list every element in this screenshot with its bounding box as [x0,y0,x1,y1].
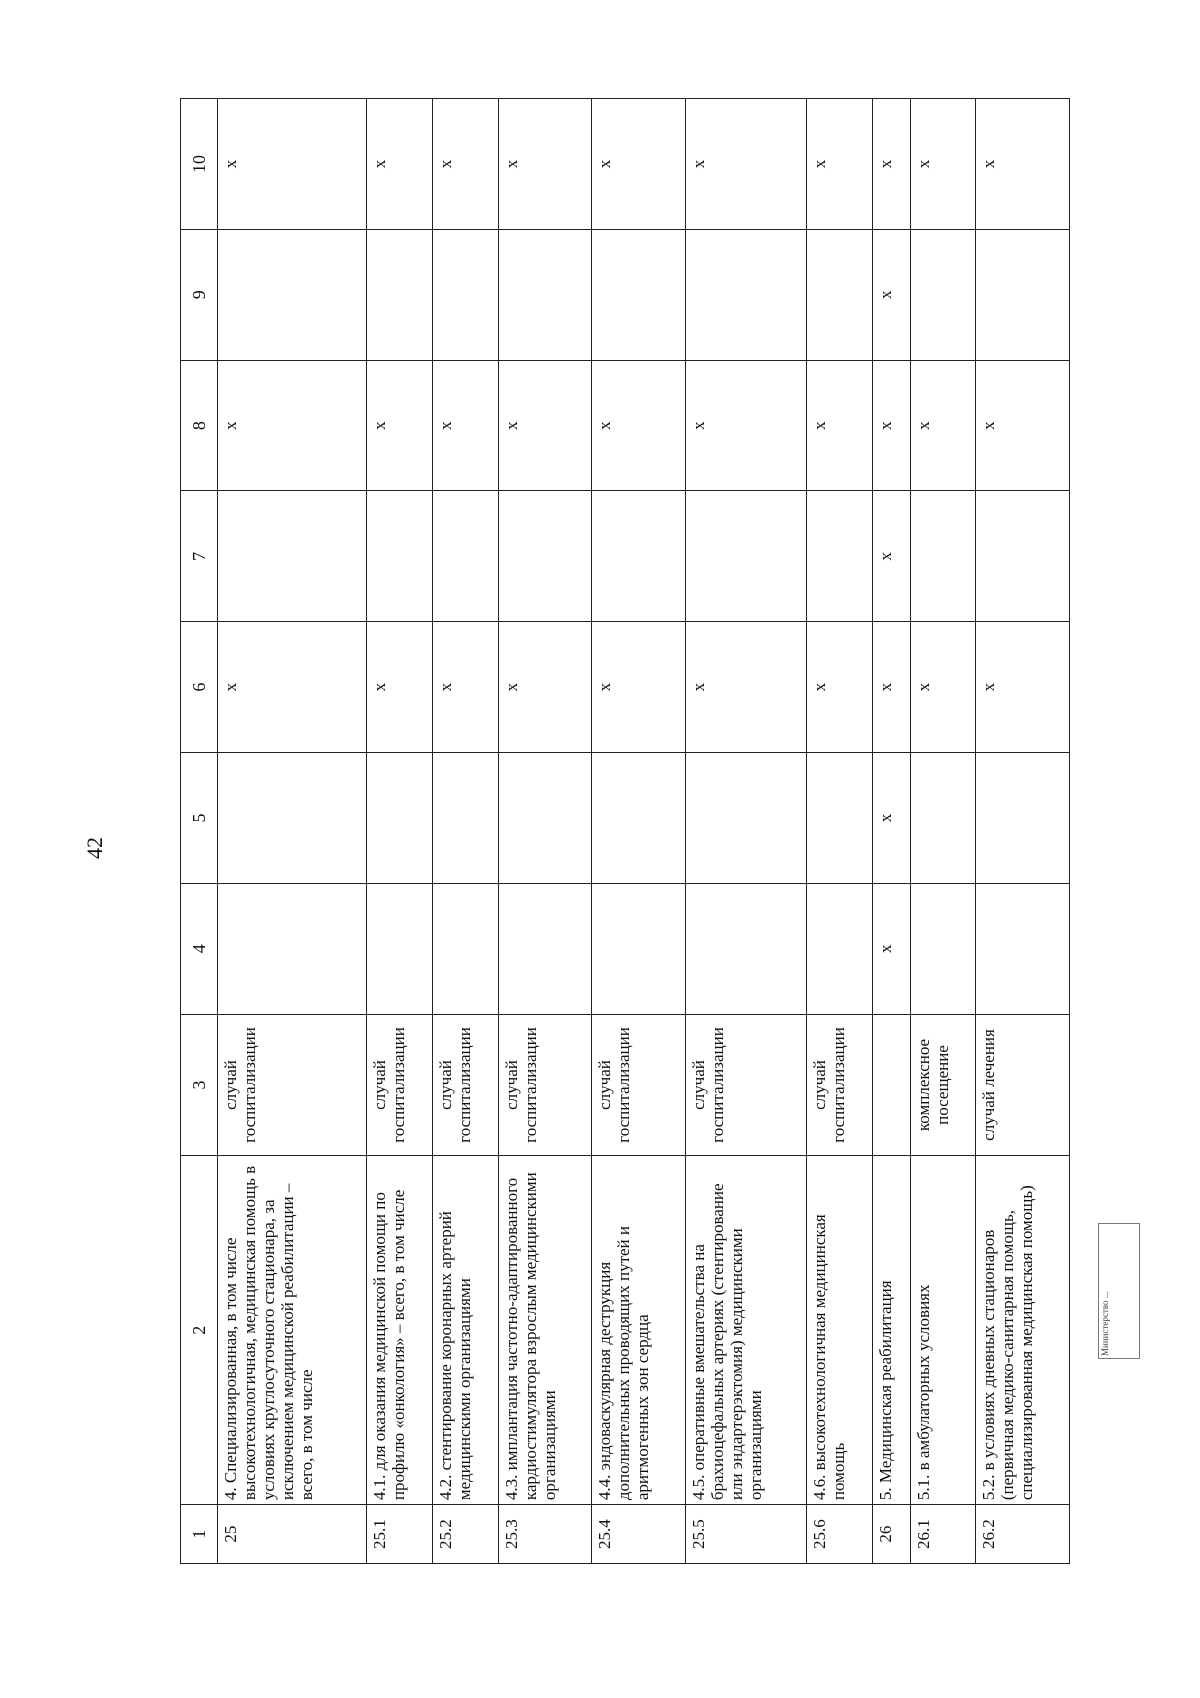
table-row [218,99,367,1564]
table-cell-col10: х [685,99,806,230]
table-cell-col1: 25.2 [432,1505,498,1564]
table-cell-col8: х [806,360,872,491]
table-cell-col3: случай госпитализации [685,1014,806,1156]
table-cell-col3 [872,1014,910,1156]
table-cell-col2: 4.6. высокотехнологичная медицинская помощь [806,1156,872,1505]
table-cell-col1: 25.3 [498,1505,592,1564]
table-cell-col3: случай госпитализации [367,1014,433,1156]
table-cell-col1: 25.5 [685,1505,806,1564]
header-cell: 3 [181,1014,218,1156]
table-cell-col5 [367,753,433,884]
table-cell-col4 [498,883,592,1014]
table-cell-col9 [685,229,806,360]
header-row [181,99,218,1564]
table-cell-col4 [976,883,1070,1014]
table-cell-col3: случай госпитализации [432,1014,498,1156]
table-cell-col9 [432,229,498,360]
table-cell-col5 [592,753,686,884]
table-cell-col1: 26 [872,1505,910,1564]
header-cell: 6 [181,622,218,753]
table-cell-col9 [367,229,433,360]
table-cell-col8: х [592,360,686,491]
table-cell-col1: 25.4 [592,1505,686,1564]
table-row [685,99,806,1564]
table-cell-col5 [806,753,872,884]
table-cell-col1: 25 [218,1505,367,1564]
table-cell-col9 [498,229,592,360]
header-cell: 8 [181,360,218,491]
data-table [180,98,1070,1564]
table-cell-col10: х [592,99,686,230]
table-cell-col10: х [872,99,910,230]
table-cell-col4 [910,883,976,1014]
table-cell-col7 [592,491,686,622]
table-cell-col8: х [685,360,806,491]
table-cell-col7 [806,491,872,622]
table-cell-col6: х [367,622,433,753]
rotated-table-container [180,98,1070,1564]
table-cell-col6: х [218,622,367,753]
table-cell-col10: х [432,99,498,230]
table-cell-col6: х [976,622,1070,753]
table-cell-col3: случай лечения [976,1014,1070,1156]
header-cell: 5 [181,753,218,884]
table-cell-col3: случай госпитализации [806,1014,872,1156]
table-row [872,99,910,1564]
table-cell-col10: х [498,99,592,230]
table-cell-col2: 4. Специализированная, в том числе высокотехнологичная, медицинская помощь в условиях круглосуточного стационара, за исключением медицинской реабилитации – всего, в том числе [218,1156,367,1505]
table-cell-col4 [367,883,433,1014]
table-cell-col6: х [432,622,498,753]
table-cell-col3: случай госпитализации [592,1014,686,1156]
table-row [367,99,433,1564]
table-cell-col3: случай госпитализации [498,1014,592,1156]
table-row [498,99,592,1564]
table-cell-col2: 5.1. в амбулаторных условиях [910,1156,976,1505]
table-cell-col5 [498,753,592,884]
table-cell-col9 [218,229,367,360]
table-cell-col7: х [872,491,910,622]
table-cell-col10: х [910,99,976,230]
table-row [806,99,872,1564]
header-cell: 2 [181,1156,218,1505]
table-cell-col9: х [872,229,910,360]
table-cell-col7 [685,491,806,622]
table-cell-col5 [976,753,1070,884]
table-cell-col6: х [592,622,686,753]
table-cell-col10: х [976,99,1070,230]
table-cell-col9 [910,229,976,360]
header-cell: 4 [181,883,218,1014]
table-cell-col9 [592,229,686,360]
table-cell-col2: 4.3. имплантация частотно-адаптированного кардиостимулятора взрослым медицинскими организациями [498,1156,592,1505]
table-cell-col5 [685,753,806,884]
table-cell-col6: х [685,622,806,753]
table-cell-col8: х [367,360,433,491]
table-cell-col6: х [806,622,872,753]
table-cell-col7 [367,491,433,622]
table-cell-col4 [685,883,806,1014]
table-cell-col3: комплексное посещение [910,1014,976,1156]
table-cell-col1: 26.1 [910,1505,976,1564]
table-cell-col1: 26.2 [976,1505,1070,1564]
table-cell-col10: х [367,99,433,230]
header-cell: 1 [181,1505,218,1564]
table-cell-col1: 25.1 [367,1505,433,1564]
table-cell-col8: х [498,360,592,491]
table-row [432,99,498,1564]
table-cell-col8: х [432,360,498,491]
table-cell-col7 [432,491,498,622]
table-cell-col4: х [872,883,910,1014]
table-cell-col5: х [872,753,910,884]
table-row [976,99,1070,1564]
table-cell-col6: х [498,622,592,753]
table-cell-col7 [910,491,976,622]
table-cell-col6: х [910,622,976,753]
table-cell-col5 [432,753,498,884]
table-cell-col2: 4.4. эндоваскулярная деструкция дополнительных проводящих путей и аритмогенных зон сердца [592,1156,686,1505]
table-cell-col7 [498,491,592,622]
table-cell-col4 [432,883,498,1014]
table-row [910,99,976,1564]
table-cell-col2: 4.5. оперативные вмешательства на брахиоцефальных артериях (стентирование или эндартерэктомия) медицинскими организациями [685,1156,806,1505]
table-cell-col7 [218,491,367,622]
header-cell: 7 [181,491,218,622]
table-cell-col2: 4.2. стентирование коронарных артерий медицинскими организациями [432,1156,498,1505]
table-cell-col8: х [976,360,1070,491]
table-cell-col3: случай госпитализации [218,1014,367,1156]
header-cell: 9 [181,229,218,360]
stamp: Министерство ... [1098,1223,1140,1359]
table-cell-col10: х [218,99,367,230]
table-cell-col4 [806,883,872,1014]
table-cell-col8: х [872,360,910,491]
table-cell-col6: х [872,622,910,753]
header-cell: 10 [181,99,218,230]
table-row [592,99,686,1564]
page-number: 42 [82,837,107,859]
table-cell-col8: х [218,360,367,491]
table-cell-col4 [218,883,367,1014]
table-cell-col9 [976,229,1070,360]
table-cell-col4 [592,883,686,1014]
table-cell-col2: 5.2. в условиях дневных стационаров (первичная медико-санитарная помощь, специализированная медицинская помощь) [976,1156,1070,1505]
table-cell-col10: х [806,99,872,230]
table-cell-col9 [806,229,872,360]
table-cell-col1: 25.6 [806,1505,872,1564]
table-cell-col5 [218,753,367,884]
table-cell-col5 [910,753,976,884]
table-cell-col2: 4.1. для оказания медицинской помощи по профилю «онкология» – всего, в том числе [367,1156,433,1505]
table-cell-col8: х [910,360,976,491]
table-cell-col2: 5. Медицинская реабилитация [872,1156,910,1505]
table-cell-col7 [976,491,1070,622]
